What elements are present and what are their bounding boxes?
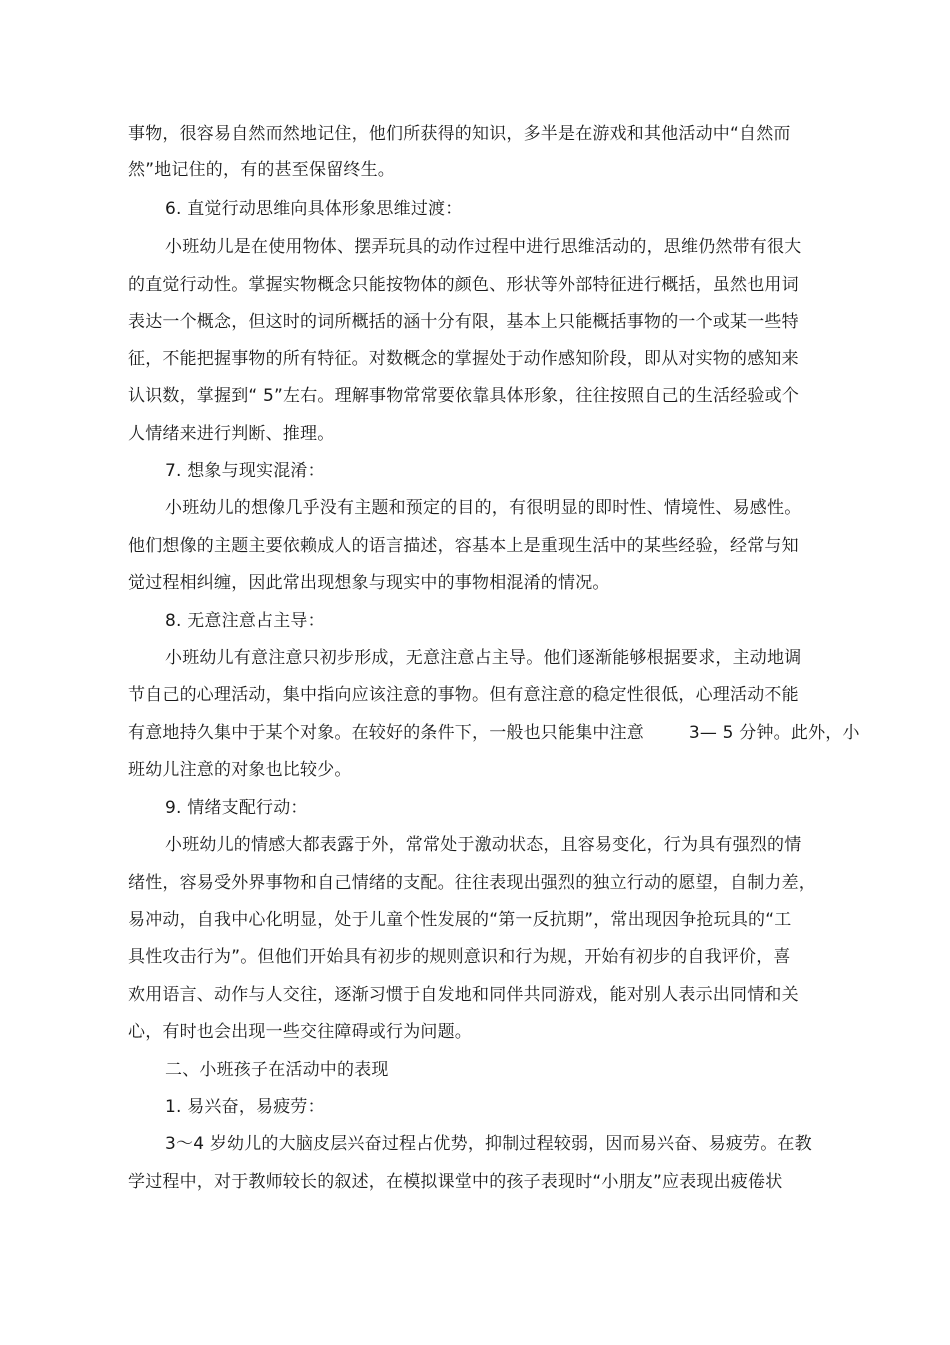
section-heading: 9. 情绪支配行动： <box>165 798 308 818</box>
text-line: 他们想像的主题主要依赖成人的语言描述，容基本上是重现生活中的某些经验，经常与知 <box>128 536 799 556</box>
text-line: 小班幼儿是在使用物体、摆弄玩具的动作过程中进行思维活动的，思维仍然带有很大 <box>165 237 802 257</box>
text-line: 的直觉行动性。掌握实物概念只能按物体的颜色、形状等外部特征进行概括，虽然也用词 <box>128 275 799 295</box>
text-line: 然”地记住的，有的甚至保留终生。 <box>128 160 396 180</box>
section-heading: 7. 想象与现实混淆： <box>165 461 325 481</box>
text-line: 易冲动，自我中心化明显，处于儿童个性发展的“第一反抗期”，常出现因争抢玩具的“工 <box>128 910 792 930</box>
text-line: 小班幼儿有意注意只初步形成，无意注意占主导。他们逐渐能够根据要求，主动地调 <box>165 648 802 668</box>
section-heading: 1. 易兴奋，易疲劳： <box>165 1097 325 1117</box>
text-line: 心，有时也会出现一些交往障碍或行为问题。 <box>128 1022 472 1042</box>
section-heading: 8. 无意注意占主导： <box>165 611 325 631</box>
text-line: 3～4 岁幼儿的大脑皮层兴奋过程占优势，抑制过程较弱，因而易兴奋、易疲劳。在教 <box>165 1134 812 1154</box>
section-heading: 6. 直觉行动思维向具体形象思维过渡： <box>165 199 463 219</box>
text-line: 小班幼儿的情感大都表露于外，常常处于激动状态，且容易变化，行为具有强烈的情 <box>165 835 802 855</box>
section-heading: 二、小班孩子在活动中的表现 <box>165 1060 389 1080</box>
text-line: 小班幼儿的想像几乎没有主题和预定的目的，有很明显的即时性、情境性、易感性。 <box>165 498 802 518</box>
text-line: 绪性，容易受外界事物和自己情绪的支配。往往表现出强烈的独立行动的愿望，自制力差， <box>128 873 816 893</box>
text-line: 征，不能把握事物的所有特征。对数概念的掌握处于动作感知阶段，即从对实物的感知来 <box>128 349 799 369</box>
text-line: 表达一个概念，但这时的词所概括的涵十分有限，基本上只能概括事物的一个或某一些特 <box>128 312 799 332</box>
text-line: 认识数，掌握到“ 5”左右。理解事物常常要依靠具体形象，往往按照自己的生活经验或个 <box>128 386 800 406</box>
text-line: 学过程中，对于教师较长的叙述，在模拟课堂中的孩子表现时“小朋友”应表现出疲倦状 <box>128 1172 783 1192</box>
text-line: 具性攻击行为”。但他们开始具有初步的规则意识和行为规，开始有初步的自我评价，喜 <box>128 947 791 967</box>
text-line: 欢用语言、动作与人交往，逐渐习惯于自发地和同伴共同游戏，能对别人表示出同情和关 <box>128 985 799 1005</box>
text-line: 人情绪来进行判断、推理。 <box>128 424 335 444</box>
text-line: 觉过程相纠缠，因此常出现想象与现实中的事物相混淆的情况。 <box>128 573 610 593</box>
text-line: 事物，很容易自然而然地记住，他们所获得的知识，多半是在游戏和其他活动中“自然而 <box>128 124 791 144</box>
text-line: 有意地持久集中于某个对象。在较好的条件下，一般也只能集中注意 3— 5 分钟。此外，小 <box>128 723 860 743</box>
text-line: 班幼儿注意的对象也比较少。 <box>128 760 352 780</box>
text-line: 节自己的心理活动，集中指向应该注意的事物。但有意注意的稳定性很低，心理活动不能 <box>128 685 799 705</box>
